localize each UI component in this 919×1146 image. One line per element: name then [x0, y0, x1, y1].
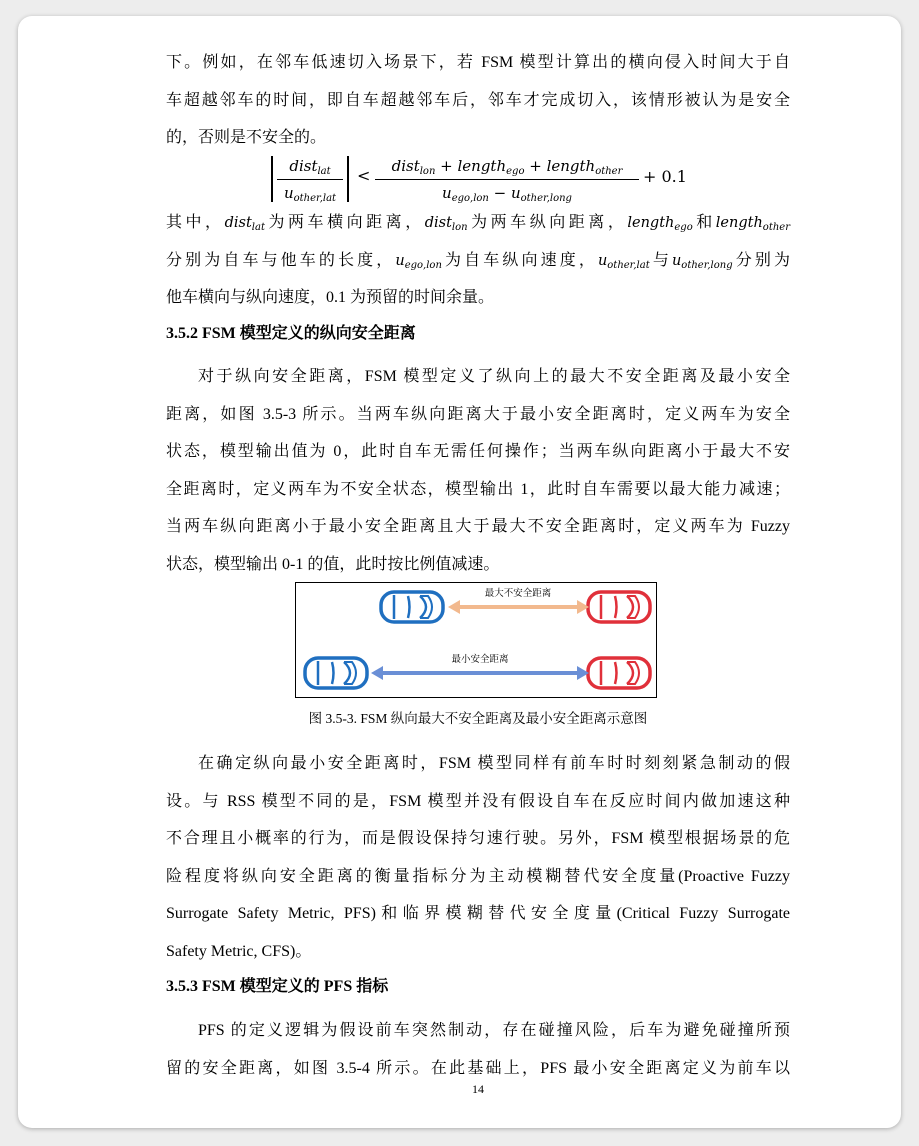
text-run: 为两车纵向距离， [467, 214, 628, 231]
fraction-bar [375, 179, 639, 180]
lhs-numerator-sub: lat [317, 166, 331, 177]
rhs-num-term: + length [524, 157, 596, 175]
rhs-fraction [375, 154, 639, 205]
other-car-icon [588, 592, 650, 622]
rhs-den-term: − u [488, 184, 521, 202]
rhs-den-sub: other,long [520, 193, 572, 204]
text-line: 的，否则是不安全的。 [166, 129, 327, 146]
text-run: 为两车横向距离， [264, 214, 425, 231]
math-var: length$_{other}$ [715, 215, 790, 233]
text-run: 其中， [166, 214, 225, 231]
text-line: 车超越邻车的时间，即自车超越邻车后，邻车才完成切入，该情形被认为是安全 [166, 91, 790, 109]
text-line: PFS 的定义逻辑为假设前车突然制动，存在碰撞风险，后车为避免碰撞所预 [198, 1022, 790, 1039]
lhs-numerator: dist [289, 157, 318, 175]
fraction-bar [277, 179, 343, 180]
text-line: 当两车纵向距离小于最小安全距离且大于最大不安全距离时，定义两车为 Fuzzy [166, 518, 790, 535]
text-line: 险程度将纵向安全距离的衡量指标分为主动模糊替代安全度量(Proactive Fuzzy [166, 867, 790, 885]
math-var: length$_{ego}$ [627, 215, 693, 233]
definitions-paragraph [166, 204, 790, 317]
ego-car-icon [305, 658, 367, 688]
text-run: 分别为 [732, 251, 790, 269]
text-line: 对于纵向安全距离，FSM 模型定义了纵向上的最大不安全距离及最小安全 [198, 368, 790, 385]
text-line: Safety Metric, CFS)。 [166, 942, 312, 960]
rhs-den-term: u [442, 184, 452, 202]
section-heading-3-5-3: 3.5.3 FSM 模型定义的 PFS 指标 [166, 978, 389, 995]
text-line: 留的安全距离，如图 3.5-4 所示。在此基础上，PFS 最小安全距离定义为前车以 [166, 1059, 790, 1077]
text-line [166, 242, 790, 280]
figure-3-5-3 [295, 582, 657, 698]
text-line: 状态，模型输出 0-1 的值，此时按比例值减速。 [166, 555, 500, 573]
distance-diagram [296, 583, 655, 696]
text-line [166, 204, 790, 242]
text-line: 全距离时，定义两车为不安全状态，模型输出 1，此时自车需要以最大能力减速； [166, 480, 790, 498]
rhs-num-term: dist [391, 157, 420, 175]
figure-caption: 图 3.5-3. FSM 纵向最大不安全距离及最小安全距离示意图 [308, 711, 648, 726]
lhs-fraction [275, 154, 345, 205]
other-car-icon [588, 658, 650, 688]
section-3-5-2-paragraph [166, 358, 790, 583]
max-unsafe-distance-label: 最大不安全距离 [484, 588, 552, 599]
section-3-5-3-paragraph [166, 1012, 790, 1087]
text-line: 不合理且小概率的行为，而是假设保持匀速行驶。另外，FSM 模型根据场景的危 [166, 830, 790, 847]
min-safe-distance-paragraph [166, 745, 790, 970]
text-run: 和 [692, 214, 716, 231]
abs-bar-left [271, 156, 273, 202]
document-page [18, 16, 901, 1128]
page-number: 14 [472, 1082, 484, 1096]
text-run: 为自车纵向速度， [441, 251, 598, 269]
math-var: $u_{other,lat}$ [597, 252, 650, 271]
max-unsafe-distance-arrow [448, 600, 589, 614]
time-margin-term: + 0.1 [643, 167, 687, 186]
text-line: 状态，模型输出值为 0，此时自车无需任何操作；当两车纵向距离小于最大不安 [166, 443, 790, 460]
rhs-num-sub: ego [506, 166, 525, 177]
min-safe-distance-label: 最小安全距离 [451, 654, 509, 665]
less-than-sign: < [357, 166, 371, 185]
text-line: Surrogate Safety Metric, PFS)和临界模糊替代安全度量(Critical Fuzzy Surrogate [166, 905, 790, 922]
abs-bar-right [347, 156, 349, 202]
text-line: 他车横向与纵向速度，0.1 为预留的时间余量。 [166, 289, 495, 306]
rhs-num-term: + length [435, 157, 507, 175]
ego-car-icon [381, 592, 443, 622]
math-var: $u_{ego,lon}$ [395, 252, 442, 271]
rhs-den-sub: ego,lon [451, 193, 489, 204]
text-run: 分别为自车与他车的长度， [166, 251, 396, 269]
text-line: 在确定纵向最小安全距离时，FSM 模型同样有前车时时刻刻紧急制动的假 [198, 755, 790, 772]
rhs-num-sub: lon [419, 166, 436, 177]
min-safe-distance-arrow [371, 666, 589, 680]
text-line: 距离，如图 3.5-3 所示。当两车纵向距离大于最小安全距离时，定义两车为安全 [166, 405, 790, 423]
text-line: 下。例如，在邻车低速切入场景下，若 FSM 模型计算出的横向侵入时间大于自 [166, 54, 790, 71]
math-var: dist$_{lon}$ [424, 215, 468, 233]
math-var: $u_{other,long}$ [671, 252, 733, 271]
safety-condition-formula [271, 154, 691, 206]
math-var: dist$_{lat}$ [224, 215, 265, 233]
text-line: 设。与 RSS 模型不同的是，FSM 模型并没有假设自车在反应时间内做加速这种 [166, 792, 790, 810]
text-run: 与 [649, 251, 672, 269]
section-heading-3-5-2: 3.5.2 FSM 模型定义的纵向安全距离 [166, 325, 416, 342]
rhs-num-sub: other [595, 166, 623, 177]
lhs-denominator: u [283, 184, 294, 202]
intro-paragraph [166, 44, 790, 157]
lhs-denominator-sub: other,lat [293, 193, 337, 204]
